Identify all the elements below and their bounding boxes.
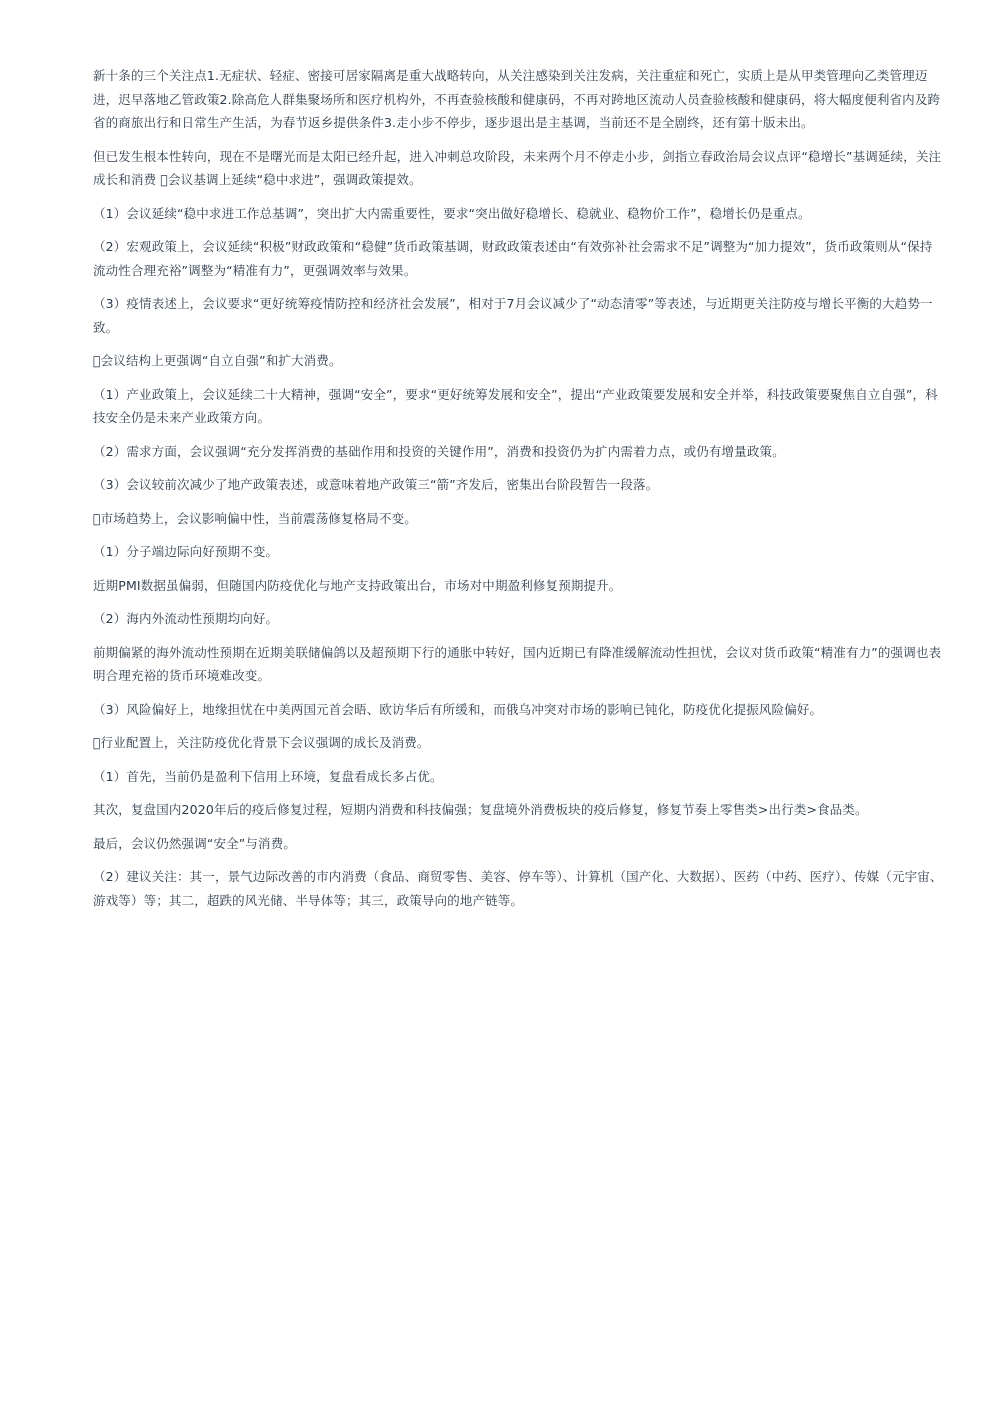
paragraph:  市场趋势上，会议影响偏中性，当前震荡修复格局不变。 — [93, 510, 417, 526]
paragraph: （2）海内外流动性预期均向好。 — [93, 611, 279, 626]
paragraph: （1）分子端边际向好预期不变。 — [93, 544, 279, 559]
paragraph: （3）会议较前次减少了地产政策表述，或意味着地产政策三“箭”齐发后，密集出台阶段暂告一段落。 — [93, 477, 659, 492]
paragraph: 新十条的三个关注点1.无症状、轻症、密接可居家隔离是重大战略转向，从关注感染到关注发病，关注重症和死亡，实质上是从甲类管理向乙类管理迈进，迟早落地乙管政策2.除高危人群集聚场所和医疗机构外，不再查验核酸和健康码，不再对跨地区流动人员查验核酸和健康码，将大幅度便利省内及跨省的商旅出行和日常生产生活，为春节返乡提供条件3.走小步不停步，逐步退出是主基调，当前还不是全剧终，还有第十版未出。 — [93, 68, 941, 130]
paragraph: （3）疫情表述上，会议要求“更好统筹疫情防控和经济社会发展”，相对于7月会议减少了“动态清零”等表述，与近期更关注防疫与增长平衡的大趋势一致。 — [93, 296, 933, 335]
paragraph: （2）宏观政策上，会议延续“积极”财政政策和“稳健”货币政策基调，财政政策表述由“有效弥补社会需求不足”调整为“加力提效”，货币政策则从“保持流动性合理充裕”调整为“精准有力”，更强调效率与效果。 — [93, 239, 933, 278]
paragraph: （2）建议关注：其一，景气边际改善的市内消费（食品、商贸零售、美容、停车等）、计算机（国产化、大数据）、医药（中药、医疗）、传媒（元宇宙、游戏等）等；其二，超跌的风光储、半导体等；其三，政策导向的地产链等。 — [93, 869, 943, 908]
paragraph: （2）需求方面，会议强调“充分发挥消费的基础作用和投资的关键作用”，消费和投资仍为扩内需着力点，或仍有增量政策。 — [93, 443, 785, 459]
paragraph: 但已发生根本性转向，现在不是曙光而是太阳已经升起，进入冲刺总攻阶段，未来两个月不停走小步，剑指立春政治局会议点评“稳增长”基调延续，关注成长和消费  会议基调上延续“稳中求进”，强调政策提效。 — [93, 148, 942, 187]
paragraph: 其次，复盘国内2020年后的疫后修复过程，短期内消费和科技偏强；复盘境外消费板块的疫后修复，修复节奏上零售类>出行类>食品类。 — [93, 802, 868, 817]
paragraph: （1）会议延续“稳中求进工作总基调”，突出扩大内需重要性，要求“突出做好稳增长、稳就业、稳物价工作”，稳增长仍是重点。 — [93, 205, 811, 221]
paragraph: 最后，会议仍然强调“安全”与消费。 — [93, 835, 297, 851]
paragraph: （3）风险偏好上，地缘担忧在中美两国元首会晤、欧访华后有所缓和，而俄乌冲突对市场的影响已钝化，防疫优化提振风险偏好。 — [93, 701, 823, 717]
paragraph: 近期PMI数据虽偏弱，但随国内防疫优化与地产支持政策出台，市场对中期盈利修复预期提升。 — [93, 577, 622, 593]
paragraph: 前期偏紧的海外流动性预期在近期美联储偏鸽以及超预期下行的通胀中转好，国内近期已有降准缓解流动性担忧，会议对货币政策“精准有力”的强调也表明合理充裕的货币环境难改变。 — [93, 644, 942, 683]
paragraph: （1）首先，当前仍是盈利下信用上环境，复盘看成长多占优。 — [93, 768, 443, 784]
paragraph:  会议结构上更强调“自立自强”和扩大消费。 — [93, 353, 342, 368]
paragraph:  行业配置上，关注防疫优化背景下会议强调的成长及消费。 — [93, 735, 430, 750]
document-body — [93, 64, 943, 922]
paragraph: （1）产业政策上，会议延续二十大精神，强调“安全”，要求“更好统筹发展和安全”，提出“产业政策要发展和安全并举，科技政策要聚焦自立自强”，科技安全仍是未来产业政策方向。 — [93, 386, 938, 425]
